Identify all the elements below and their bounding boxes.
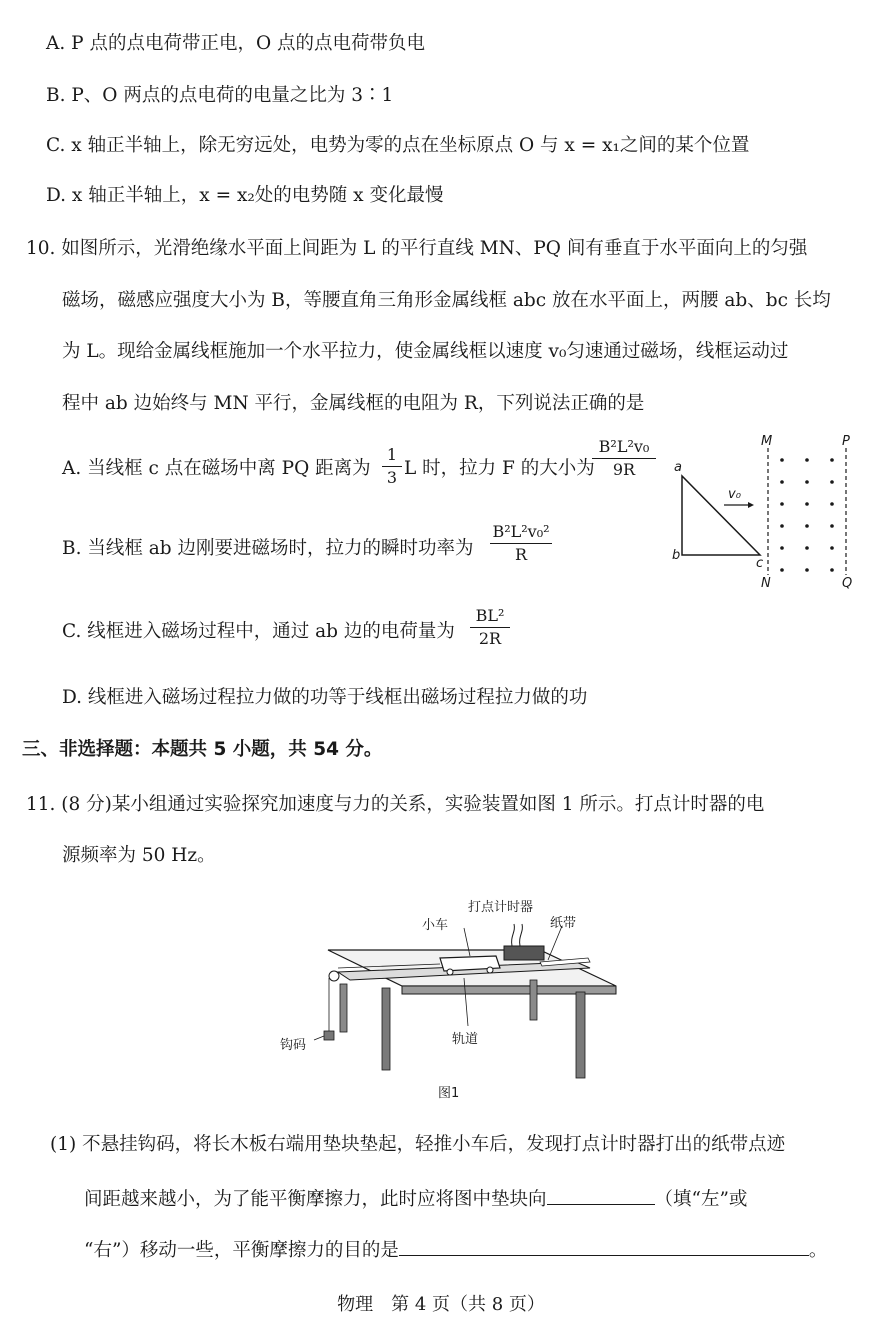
q10-option-a-text-2: L 时，拉力 F 的大小为	[404, 458, 595, 479]
q11-part1-line3	[84, 1237, 827, 1264]
label-b: b	[672, 548, 681, 563]
label-n: N	[761, 576, 771, 591]
q10-option-a-fraction-force	[592, 437, 656, 480]
q9-option-c: C. x 轴正半轴上，除无穷远处，电势为零的点在坐标原点 O 与 x = x₁之间的某个位置	[46, 135, 750, 156]
q10-option-a-fraction-third	[382, 445, 402, 488]
q10-option-c-fraction	[470, 606, 510, 649]
q11-part1-line2	[84, 1186, 747, 1213]
label-hook-weight: 钩码	[280, 1038, 307, 1053]
q11-part1-line1: (1) 不悬挂钩码，将长木板右端用垫块垫起，轻推小车后，发现打点计时器打出的纸带点迹	[50, 1134, 786, 1155]
q10-stem-line2: 磁场，磁感应强度大小为 B，等腰直角三角形金属线框 abc 放在水平面上，两腰 ab、bc 长均	[62, 290, 831, 311]
fraction-numerator: 1	[386, 445, 398, 464]
label-track: 轨道	[452, 1032, 479, 1047]
q10-stem-line3: 为 L。现给金属线框施加一个水平拉力，使金属线框以速度 v₀匀速通过磁场，线框运动过	[62, 341, 789, 362]
magnetic-field-dots	[780, 458, 834, 572]
label-paper-tape: 纸带	[550, 916, 577, 931]
q9-option-d: D. x 轴正半轴上，x = x₂处的电势随 x 变化最慢	[46, 185, 444, 206]
label-p: P	[842, 434, 850, 449]
fraction-denominator: 2R	[478, 629, 502, 648]
hook-weight	[324, 1031, 334, 1040]
q10-option-d: D. 线框进入磁场过程拉力做的功等于线框出磁场过程拉力做的功	[62, 687, 588, 708]
table-leg	[576, 992, 585, 1078]
fraction-denominator: 3	[386, 468, 398, 487]
q11-figure	[278, 888, 618, 1103]
q10-stem-line1: 10. 如图所示，光滑绝缘水平面上间距为 L 的平行直线 MN、PQ 间有垂直于水平面向上的匀强	[26, 238, 808, 259]
q11-part1-line3-tail: 。	[808, 1240, 828, 1261]
timer-cable	[512, 924, 523, 946]
cart-wheel	[447, 969, 453, 975]
label-q: Q	[842, 576, 853, 591]
q9-option-b: B. P、O 两点的点电荷的电量之比为 3∶1	[46, 85, 394, 106]
q10-stem-line4: 程中 ab 边始终与 MN 平行，金属线框的电阻为 R，下列说法正确的是	[62, 393, 645, 414]
section-3-header: 三、非选择题：本题共 5 小题，共 54 分。	[22, 739, 383, 760]
label-c: c	[756, 556, 764, 571]
q11-part1-line3-text: “右”）移动一些，平衡摩擦力的目的是	[84, 1240, 399, 1261]
table-leg	[340, 984, 347, 1032]
leader-line-weight	[314, 1036, 324, 1040]
fraction-bar	[490, 543, 552, 544]
page-footer: 物理 第 4 页（共 8 页）	[337, 1294, 545, 1315]
q10-figure	[668, 430, 868, 595]
velocity-arrowhead	[748, 502, 754, 508]
q11-part1-line2-text: 间距越来越小，为了能平衡摩擦力，此时应将图中垫块向	[84, 1189, 547, 1210]
fraction-numerator: B²L²v₀²	[492, 522, 550, 541]
q11-stem-line1: 11. (8 分)某小组通过实验探究加速度与力的关系，实验装置如图 1 所示。打点计时器的电	[26, 794, 765, 815]
table-leg	[382, 988, 390, 1070]
fraction-bar	[382, 466, 402, 467]
q10-option-a-text: A. 当线框 c 点在磁场中离 PQ 距离为	[62, 458, 371, 479]
fraction-numerator: BL²	[475, 606, 505, 625]
fraction-bar	[470, 627, 510, 628]
label-m: M	[761, 434, 773, 449]
answer-blank-purpose[interactable]	[399, 1237, 809, 1256]
q9-option-a: A. P 点的点电荷带正电，O 点的点电荷带负电	[46, 33, 425, 54]
pulley	[329, 971, 339, 981]
figure-caption: 图1	[438, 1086, 460, 1101]
q11-part1-line2-tail: （填“左”或	[654, 1189, 748, 1210]
label-velocity: v₀	[728, 487, 741, 502]
triangle-frame-abc	[682, 476, 760, 555]
label-cart: 小车	[422, 918, 449, 933]
table-leg	[530, 980, 537, 1020]
q10-option-c-text: C. 线框进入磁场过程中，通过 ab 边的电荷量为	[62, 621, 455, 642]
fraction-denominator: R	[514, 545, 528, 564]
answer-blank-direction[interactable]	[547, 1186, 655, 1205]
q10-option-b-text: B. 当线框 ab 边刚要进磁场时，拉力的瞬时功率为	[62, 538, 474, 559]
timer-body	[504, 946, 544, 960]
label-a: a	[674, 460, 682, 475]
cart-wheel	[487, 967, 493, 973]
label-timer: 打点计时器	[468, 900, 534, 915]
q11-stem-line2: 源频率为 50 Hz。	[62, 845, 216, 866]
fraction-denominator: 9R	[612, 460, 636, 479]
q10-option-b-fraction	[490, 522, 552, 565]
leader-line-tape	[548, 926, 562, 960]
fraction-numerator: B²L²v₀	[598, 437, 650, 456]
q10-figure-svg	[668, 430, 868, 595]
fraction-bar	[592, 458, 656, 459]
